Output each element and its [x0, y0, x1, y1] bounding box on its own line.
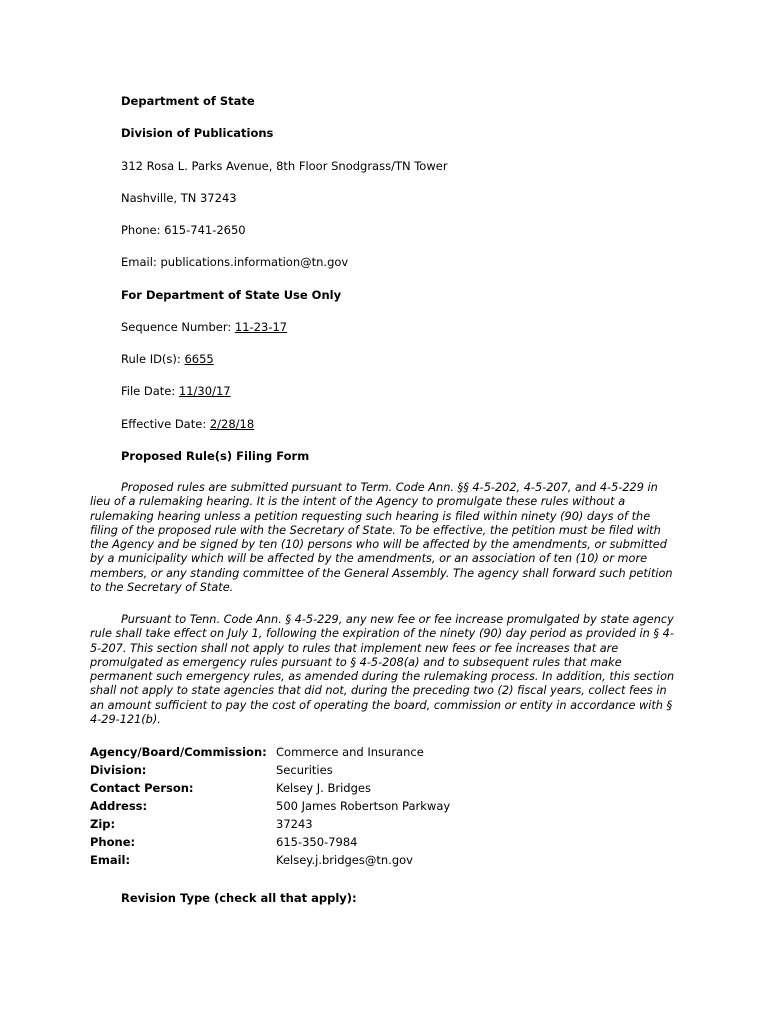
file-date: [121, 384, 231, 398]
agency-info-value: 37243: [276, 817, 313, 831]
agency-info-row: [90, 817, 690, 835]
street-address: 312 Rosa L. Parks Avenue, 8th Floor Snodgrass/TN Tower: [121, 159, 448, 173]
agency-info-label: Division:: [90, 763, 147, 777]
rule-id-value: 6655: [184, 352, 214, 366]
office-email-label: Email:: [121, 255, 157, 269]
office-email: [121, 255, 348, 269]
agency-info-row: [90, 799, 690, 817]
office-email-value: publications.information@tn.gov: [160, 255, 349, 269]
agency-info-label: Phone:: [90, 835, 136, 849]
city-state-zip: Nashville, TN 37243: [121, 191, 237, 205]
agency-info-value: Kelsey.j.bridges@tn.gov: [276, 853, 413, 867]
office-use-heading: For Department of State Use Only: [121, 288, 342, 302]
effective-date-label: Effective Date:: [121, 417, 207, 431]
hearing-paragraph: Proposed rules are submitted pursuant to Term. Code Ann. §§ 4-5-202, 4-5-207, and 4-5-229 in lieu of a rulemaking hearing. It is the intent of the Agency to promulgate these rules without a rulemaking hearing unless a petition requesting such hearing is filed within ninety (90) days of the filing of the proposed rule with the Secretary of State. To be effective, the petition must be filed with the Agency and be signed by ten (10) persons who will be affected by the amendments, or submitted by a municipality which will be affected by the amendments, or an association of ten (10) or more members, or any standing committee of the General Assembly. The agency shall forward such petition to the Secretary of State.: [90, 481, 673, 595]
agency-info-value: 500 James Robertson Parkway: [276, 799, 451, 813]
office-phone: [121, 223, 246, 237]
agency-info-label: Agency/Board/Commission:: [90, 745, 267, 759]
agency-info-label: Address:: [90, 799, 148, 813]
agency-info-table: [90, 745, 690, 871]
revision-type-heading: Revision Type (check all that apply):: [121, 891, 357, 905]
rule-id: [121, 352, 214, 366]
office-phone-label: Phone:: [121, 223, 161, 237]
agency-info-label: Email:: [90, 853, 131, 867]
agency-info-value: Securities: [276, 763, 333, 777]
fee-paragraph: Pursuant to Tenn. Code Ann. § 4-5-229, any new fee or fee increase promulgated by state agency rule shall take effect on July 1, following the expiration of the ninety (90) day period as provided in § 4-5-207. This section shall not apply to rules that implement new fees or fee increases that are promulgated as emergency rules pursuant to § 4-5-208(a) and to subsequent rules that make permanent such emergency rules, as amended during the rulemaking process. In addition, this section shall not apply to state agencies that did not, during the preceding two (2) fiscal years, collect fees in an amount sufficient to pay the cost of operating the board, commission or entity in accordance with § 4-29-121(b).: [90, 613, 675, 727]
division-heading: Division of Publications: [121, 126, 274, 140]
department-heading: Department of State: [121, 94, 255, 108]
sequence-number-label: Sequence Number:: [121, 320, 232, 334]
rule-id-label: Rule ID(s):: [121, 352, 181, 366]
sequence-number: [121, 320, 287, 334]
agency-info-label: Zip:: [90, 817, 116, 831]
agency-info-value: Commerce and Insurance: [276, 745, 424, 759]
agency-info-value: Kelsey J. Bridges: [276, 781, 371, 795]
form-title: Proposed Rule(s) Filing Form: [121, 449, 310, 463]
agency-info-row: [90, 853, 690, 871]
agency-info-value: 615-350-7984: [276, 835, 358, 849]
agency-info-label: Contact Person:: [90, 781, 194, 795]
file-date-value: 11/30/17: [178, 384, 231, 398]
effective-date: [121, 417, 254, 431]
effective-date-value: 2/28/18: [209, 417, 255, 431]
agency-info-row: [90, 745, 690, 763]
agency-info-row: [90, 835, 690, 853]
sequence-number-value: 11-23-17: [234, 320, 288, 334]
agency-info-row: [90, 763, 690, 781]
agency-info-row: [90, 781, 690, 799]
file-date-label: File Date:: [121, 384, 176, 398]
office-phone-value: 615-741-2650: [164, 223, 246, 237]
